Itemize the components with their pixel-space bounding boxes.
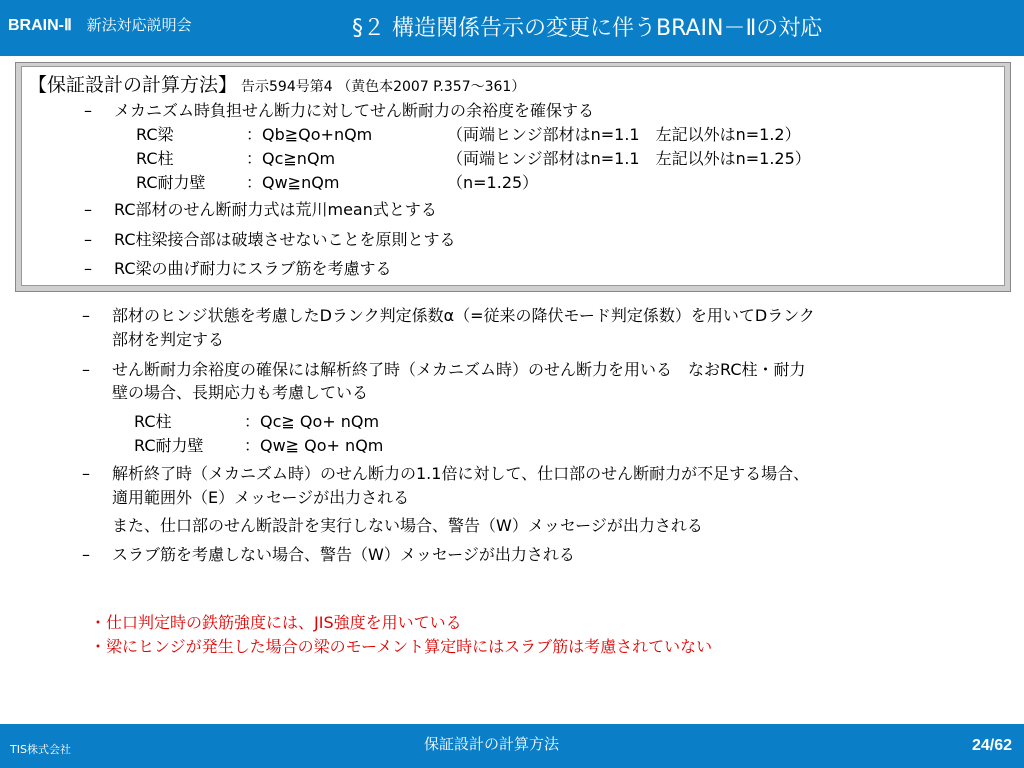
bullet-3-line-3: また、仕口部のせん断設計を実行しない場合、警告（W）メッセージが出力される [112, 516, 703, 535]
formula-member: RC柱 [136, 149, 174, 168]
box-item-3: RC柱梁接合部は破壊させないことを原則とする [114, 230, 456, 249]
formula-equation: ：Qc≧nQm [246, 149, 336, 168]
bullet-dash: – [84, 101, 92, 120]
bullet-3-line-2: 適用範囲外（E）メッセージが出力される [112, 488, 410, 507]
formula-equation: ：Qb≧Qo+nQm [246, 125, 373, 144]
formula-equation: ：Qw≧nQm [246, 173, 340, 192]
footer-section-title: 保証設計の計算方法 [424, 735, 560, 753]
box-item-2: RC部材のせん断耐力式は荒川mean式とする [114, 200, 437, 219]
bullet-dash: – [82, 360, 90, 379]
formula-note: （両端ヒンジ部材はn=1.1 左記以外はn=1.25） [447, 149, 811, 168]
calculation-method-box [15, 62, 1011, 292]
note-2: ・梁にヒンジが発生した場合の梁のモーメント算定時にはスラブ筋は考慮されていない [90, 637, 713, 656]
slide-footer [0, 724, 1024, 768]
slide-header [0, 0, 1024, 56]
formula-equation: ：Qc≧ Qo+ nQm [244, 412, 380, 431]
formula-member: RC梁 [136, 125, 174, 144]
note-1: ・仕口判定時の鉄筋強度には、JIS強度を用いている [90, 613, 462, 632]
formula-member: RC柱 [134, 412, 172, 431]
bullet-dash: – [84, 200, 92, 219]
formula-note: （n=1.25） [447, 173, 539, 192]
brand-name: BRAIN-Ⅱ [8, 17, 72, 34]
formula-member: RC耐力壁 [134, 436, 204, 455]
formula-member: RC耐力壁 [136, 173, 206, 192]
bullet-1-line-2: 部材を判定する [112, 330, 225, 349]
formula-note: （両端ヒンジ部材はn=1.1 左記以外はn=1.2） [447, 125, 801, 144]
box-item-1: メカニズム時負担せん断力に対してせん断耐力の余裕度を確保する [114, 101, 595, 120]
box-item-4: RC梁の曲げ耐力にスラブ筋を考慮する [114, 259, 392, 278]
bullet-3-line-1: 解析終了時（メカニズム時）のせん断力の1.1倍に対して、仕口部のせん断耐力が不足する場合、 [112, 464, 810, 483]
bullet-dash: – [82, 464, 90, 483]
box-heading: 【保証設計の計算方法】 [28, 74, 238, 96]
formula-equation: ：Qw≧ Qo+ nQm [244, 436, 384, 455]
bullet-dash: – [82, 306, 90, 325]
bullet-dash: – [84, 230, 92, 249]
bullet-dash: – [82, 545, 90, 564]
box-title [28, 70, 525, 97]
bullet-dash: – [84, 259, 92, 278]
bullet-1-line-1: 部材のヒンジ状態を考慮したDランク判定係数α（=従来の降伏モード判定係数）を用いてDランク [112, 306, 815, 325]
header-left [8, 14, 192, 35]
event-subtitle: 新法対応説明会 [86, 16, 192, 34]
bullet-4: スラブ筋を考慮しない場合、警告（W）メッセージが出力される [112, 545, 575, 564]
box-citation: 告示594号第4 （黄色本2007 P.357～361） [241, 79, 526, 95]
bullet-2-line-1: せん断耐力余裕度の確保には解析終了時（メカニズム時）のせん断力を用いる なおRC柱・耐力 [112, 360, 806, 379]
bullet-2-line-2: 壁の場合、長期応力も考慮している [112, 383, 369, 402]
company-name: TIS株式会社 [10, 743, 71, 756]
slide-title: §２ 構造関係告示の変更に伴うBRAIN－Ⅱの対応 [352, 16, 823, 41]
page-number: 24/62 [971, 737, 1012, 754]
calculation-method-box-inner [21, 66, 1005, 286]
